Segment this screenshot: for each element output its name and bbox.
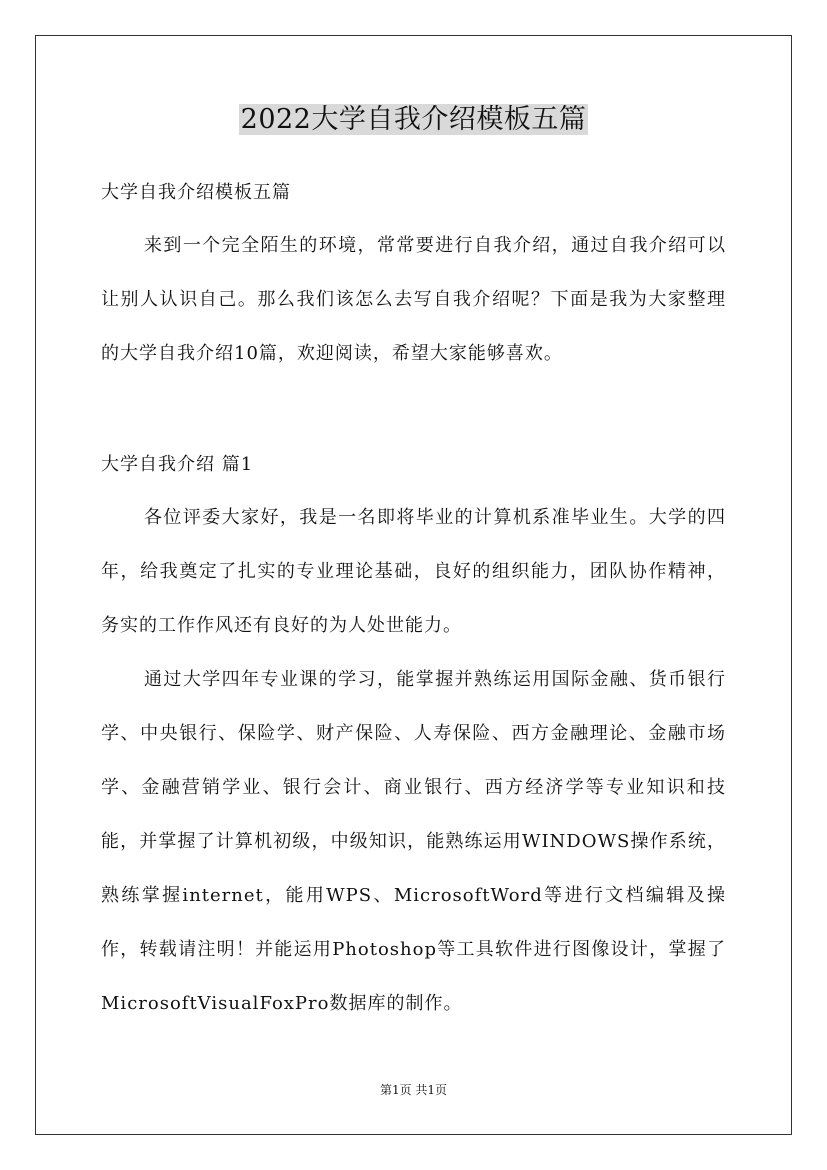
intro-paragraph: 来到一个完全陌生的环境，常常要进行自我介绍，通过自我介绍可以让别人认识自己。那么我们该怎么去写自我介绍呢？下面是我为大家整理的大学自我介绍10篇，欢迎阅读，希望大家能够喜欢。 [101,235,726,364]
document-title [0,100,827,140]
page-footer: 第1页 共1页 [379,1083,448,1097]
section-paragraph-1: 各位评委大家好，我是一名即将毕业的计算机系准毕业生。大学的四年，给我奠定了扎实的专业理论基础，良好的组织能力，团队协作精神，务实的工作作风还有良好的为人处世能力。 [101,507,726,636]
section-paragraph-2: 通过大学四年专业课的学习，能掌握并熟练运用国际金融、货币银行学、中央银行、保险学、财产保险、人寿保险、西方金融理论、金融市场学、金融营销学业、银行会计、商业银行、西方经济学等专业知识和技能，并掌握了计算机初级，中级知识，能熟练运用WINDOWS操作系统，熟练掌握internet，能用WPS、MicrosoftWord等进行文档编辑及操作，转载请注明！并能运用Photoshop等工具软件进行图像设计，掌握了MicrosoftVisualFoxPro数据库的制作。 [101,669,726,1014]
document-subtitle: 大学自我介绍模板五篇 [101,182,291,203]
section-heading: 大学自我介绍 篇1 [101,454,254,475]
document-title-text: 2022大学自我介绍模板五篇 [240,104,587,135]
